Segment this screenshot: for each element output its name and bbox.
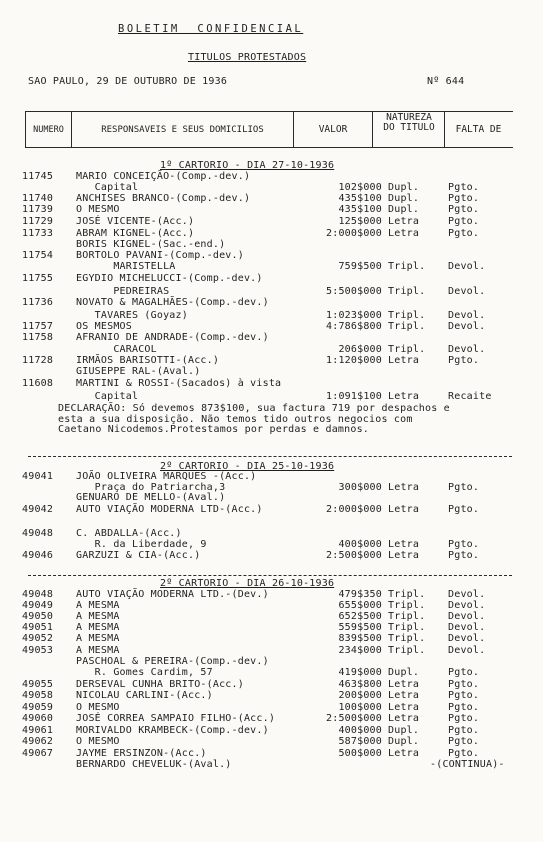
entry-valor: 655$000 [338, 600, 382, 611]
entry-valor: 839$500 [338, 633, 382, 644]
entry-name: O MESMO [76, 702, 120, 713]
entry-valor: 419$000 [338, 667, 382, 678]
entry-falta: Pgto. [448, 482, 480, 493]
entry-number: 49052 [22, 633, 54, 644]
entry-natureza: Letra [388, 702, 420, 713]
entry-name: JAYME ERSINZON-(Acc.) [76, 748, 207, 759]
entry-valor: 400$000 [338, 725, 382, 736]
entry-name: AUTO VIAÇÃO MODERNA LTD-(Acc.) [76, 504, 263, 515]
continua-note: -(CONTINUA)- [430, 759, 505, 770]
entry-name: Capital [76, 182, 139, 193]
entry-falta: Devol. [448, 600, 486, 611]
entry-name: AFRANIO DE ANDRADE-(Comp.-dev.) [76, 332, 269, 343]
entry-name: JOÃO OLIVEIRA MARQUES -(Acc.) [76, 471, 257, 482]
entry-falta: Pgto. [448, 228, 480, 239]
entry-number: 49053 [22, 645, 54, 656]
entry-valor: 479$350 [338, 589, 382, 600]
entry-valor: 435$100 [338, 193, 382, 204]
entry-natureza: Letra [388, 355, 420, 366]
entry-number: 49067 [22, 748, 54, 759]
entry-natureza: Letra [388, 550, 420, 561]
entry-falta: Pgto. [448, 539, 480, 550]
entry-valor: 559$500 [338, 622, 382, 633]
entry-name: A MESMA [76, 645, 120, 656]
entry-number: 11745 [22, 171, 54, 182]
entry-name: ABRAM KIGNEL-(Acc.) [76, 228, 195, 239]
entry-number: 49060 [22, 713, 54, 724]
entry-falta: Devol. [448, 321, 486, 332]
entry-valor: 102$000 [338, 182, 382, 193]
entry-natureza: Letra [388, 391, 420, 402]
entry-name: PEDREIRAS [76, 286, 170, 297]
entry-falta: Devol. [448, 633, 486, 644]
cartorio-heading: 2º CARTORIO - DIA 25-10-1936 [160, 461, 335, 472]
entry-valor: 463$800 [338, 679, 382, 690]
entry-valor: 5:500$000 [326, 286, 382, 297]
entry-number: 49050 [22, 611, 54, 622]
entry-falta: Pgto. [448, 193, 480, 204]
entry-number: 49059 [22, 702, 54, 713]
entry-valor: 2:500$000 [326, 713, 382, 724]
entry-valor: 652$500 [338, 611, 382, 622]
entry-name: BORTOLO PAVANI-(Comp.-dev.) [76, 250, 244, 261]
entry-falta: Devol. [448, 645, 486, 656]
entry-falta: Devol. [448, 286, 486, 297]
entry-falta: Pgto. [448, 725, 480, 736]
entry-valor: 1:023$000 [326, 310, 382, 321]
entry-name: O MESMO [76, 736, 120, 747]
entry-name: JOSÉ CORREA SAMPAIO FILHO-(Acc.) [76, 713, 276, 724]
entry-number: 11608 [22, 378, 54, 389]
entry-falta: Pgto. [448, 748, 480, 759]
entry-name: GARZUZI & CIA-(Acc.) [76, 550, 201, 561]
entry-natureza: Tripl. [388, 645, 426, 656]
entry-name: ANCHISES BRANCO-(Comp.-dev.) [76, 193, 251, 204]
entry-natureza: Tripl. [388, 321, 426, 332]
entry-natureza: Dupl. [388, 204, 420, 215]
entry-name: MARISTELLA [76, 261, 176, 272]
entry-name: IRMÃOS BARISOTTI-(Acc.) [76, 355, 220, 366]
entry-number: 11755 [22, 273, 54, 284]
bulletin-title: BOLETIM CONFIDENCIAL [118, 23, 304, 35]
entry-name: A MESMA [76, 622, 120, 633]
entry-valor: 4:786$800 [326, 321, 382, 332]
entry-falta: Devol. [448, 310, 486, 321]
entry-number: 11728 [22, 355, 54, 366]
entry-natureza: Dupl. [388, 182, 420, 193]
entry-number: 49041 [22, 471, 54, 482]
entry-number: 49051 [22, 622, 54, 633]
entry-falta: Pgto. [448, 667, 480, 678]
entry-natureza: Tripl. [388, 589, 426, 600]
section-separator [28, 575, 512, 577]
entry-name: PASCHOAL & PEREIRA-(Comp.-dev.) [76, 656, 269, 667]
col-header-numero: NUMERO [33, 125, 64, 135]
entry-number: 11739 [22, 204, 54, 215]
col-header-responsaveis: RESPONSAVEIS E SEUS DOMICILIOS [101, 125, 264, 135]
entry-name: AUTO VIAÇÃO MODERNA LTD.-(Dev.) [76, 589, 269, 600]
entry-number: 49049 [22, 600, 54, 611]
entry-name: O MESMO [76, 204, 120, 215]
entry-number: 49048 [22, 589, 54, 600]
declaration-text: esta a sua disposição. Não temos tido outros negocios com [58, 414, 413, 425]
entry-valor: 100$000 [338, 702, 382, 713]
entry-natureza: Tripl. [388, 344, 426, 355]
entry-name: GENUARO DE MELLO-(Aval.) [76, 492, 226, 503]
col-header-falta: FALTA DE [455, 124, 502, 135]
entry-natureza: Letra [388, 690, 420, 701]
entry-falta: Devol. [448, 261, 486, 272]
entry-number: 49048 [22, 528, 54, 539]
entry-number: 11758 [22, 332, 54, 343]
entry-natureza: Letra [388, 228, 420, 239]
entry-name: TAVARES (Goyaz) [76, 310, 188, 321]
entry-falta: Pgto. [448, 355, 480, 366]
entry-falta: Recaite [448, 391, 492, 402]
entry-natureza: Tripl. [388, 286, 426, 297]
entry-natureza: Dupl. [388, 667, 420, 678]
entry-valor: 435$100 [338, 204, 382, 215]
entry-natureza: Letra [388, 713, 420, 724]
entry-natureza: Letra [388, 539, 420, 550]
entry-valor: 234$000 [338, 645, 382, 656]
entry-number: 49055 [22, 679, 54, 690]
entry-falta: Pgto. [448, 550, 480, 561]
entry-falta: Devol. [448, 344, 486, 355]
entry-valor: 400$000 [338, 539, 382, 550]
entry-name: JOSÉ VICENTE-(Acc.) [76, 216, 195, 227]
entry-falta: Devol. [448, 622, 486, 633]
entry-natureza: Dupl. [388, 193, 420, 204]
entry-number: 49062 [22, 736, 54, 747]
entry-name: R. da Liberdade, 9 [76, 539, 207, 550]
column-divider [372, 111, 373, 148]
col-header-natureza: NATUREZA DO TITULO [383, 112, 435, 133]
entry-number: 11740 [22, 193, 54, 204]
entry-falta: Pgto. [448, 504, 480, 515]
entry-falta: Devol. [448, 589, 486, 600]
entry-name: DERSEVAL CUNHA BRITO-(Acc.) [76, 679, 244, 690]
entry-name: BERNARDO CHEVELUK-(Aval.) [76, 759, 232, 770]
entry-natureza: Tripl. [388, 261, 426, 272]
entry-valor: 2:500$000 [326, 550, 382, 561]
entry-natureza: Letra [388, 679, 420, 690]
entry-falta: Pgto. [448, 216, 480, 227]
entry-natureza: Letra [388, 482, 420, 493]
entry-valor: 587$000 [338, 736, 382, 747]
col-header-valor: VALOR [318, 124, 348, 135]
entry-number: 11733 [22, 228, 54, 239]
entry-number: 11757 [22, 321, 54, 332]
entry-valor: 206$000 [338, 344, 382, 355]
entry-name: NOVATO & MAGALHÃES-(Comp.-dev.) [76, 297, 269, 308]
entry-name: NICOLAU CARLINI-(Acc.) [76, 690, 213, 701]
entry-natureza: Tripl. [388, 611, 426, 622]
entry-name: CARACOL [76, 344, 157, 355]
entry-valor: 1:091$100 [326, 391, 382, 402]
entry-name: R. Gomes Cardim, 57 [76, 667, 213, 678]
entry-name: MARIO CONCEIÇÃO-(Comp.-dev.) [76, 171, 251, 182]
entry-name: MORIVALDO KRAMBECK-(Comp.-dev.) [76, 725, 269, 736]
entry-falta: Pgto. [448, 204, 480, 215]
entry-falta: Devol. [448, 611, 486, 622]
declaration-text: Caetano Nicodemos.Protestamos por perdas e damnos. [58, 424, 370, 435]
entry-natureza: Dupl. [388, 736, 420, 747]
entry-number: 49058 [22, 690, 54, 701]
entry-falta: Pgto. [448, 182, 480, 193]
entry-number: 49061 [22, 725, 54, 736]
entry-natureza: Letra [388, 748, 420, 759]
entry-falta: Pgto. [448, 702, 480, 713]
declaration-text: DECLARAÇÃO: Só devemos 873$100, sua factura 719 por despachos e [58, 403, 450, 414]
entry-name: Praça do Patriarcha,3 [76, 482, 226, 493]
entry-valor: 500$000 [338, 748, 382, 759]
entry-valor: 200$000 [338, 690, 382, 701]
entry-name: Capital [76, 391, 139, 402]
entry-name: BORIS KIGNEL-(Sac.-end.) [76, 239, 226, 250]
cartorio-heading: 1º CARTORIO - DIA 27-10-1936 [160, 160, 335, 171]
entry-valor: 1:120$000 [326, 355, 382, 366]
entry-valor: 759$500 [338, 261, 382, 272]
entry-natureza: Dupl. [388, 725, 420, 736]
entry-number: 49046 [22, 550, 54, 561]
table-top-rule [25, 111, 513, 112]
entry-name: MARTINI & ROSSI-(Sacados) à vista [76, 378, 282, 389]
entry-number: 49042 [22, 504, 54, 515]
entry-natureza: Tripl. [388, 600, 426, 611]
entry-natureza: Tripl. [388, 622, 426, 633]
entry-name: A MESMA [76, 633, 120, 644]
entry-valor: 300$000 [338, 482, 382, 493]
entry-falta: Pgto. [448, 713, 480, 724]
entry-natureza: Tripl. [388, 310, 426, 321]
entry-name: OS MESMOS [76, 321, 132, 332]
bulletin-subtitle: TITULOS PROTESTADOS [188, 52, 307, 63]
entry-natureza: Letra [388, 216, 420, 227]
entry-natureza: Letra [388, 504, 420, 515]
entry-number: 11754 [22, 250, 54, 261]
entry-name: C. ABDALLA-(Acc.) [76, 528, 182, 539]
entry-valor: 2:000$000 [326, 228, 382, 239]
entry-falta: Pgto. [448, 736, 480, 747]
entry-valor: 2:000$000 [326, 504, 382, 515]
entry-number: 11736 [22, 297, 54, 308]
entry-name: GIUSEPPE RAL-(Aval.) [76, 366, 201, 377]
entry-falta: Pgto. [448, 679, 480, 690]
entry-number: 11729 [22, 216, 54, 227]
section-separator [28, 456, 512, 458]
entry-name: A MESMA [76, 600, 120, 611]
date-line: SAO PAULO, 29 DE OUTUBRO DE 1936 [28, 76, 228, 87]
entry-name: A MESMA [76, 611, 120, 622]
cartorio-heading: 2º CARTORIO - DIA 26-10-1936 [160, 578, 335, 589]
entry-natureza: Tripl. [388, 633, 426, 644]
table-header-bottom-rule [25, 147, 513, 148]
bulletin-number: Nº 644 [427, 76, 465, 87]
entry-falta: Pgto. [448, 690, 480, 701]
entry-valor: 125$000 [338, 216, 382, 227]
entry-name: EGYDIO MICHELUCCI-(Comp.-dev.) [76, 273, 263, 284]
